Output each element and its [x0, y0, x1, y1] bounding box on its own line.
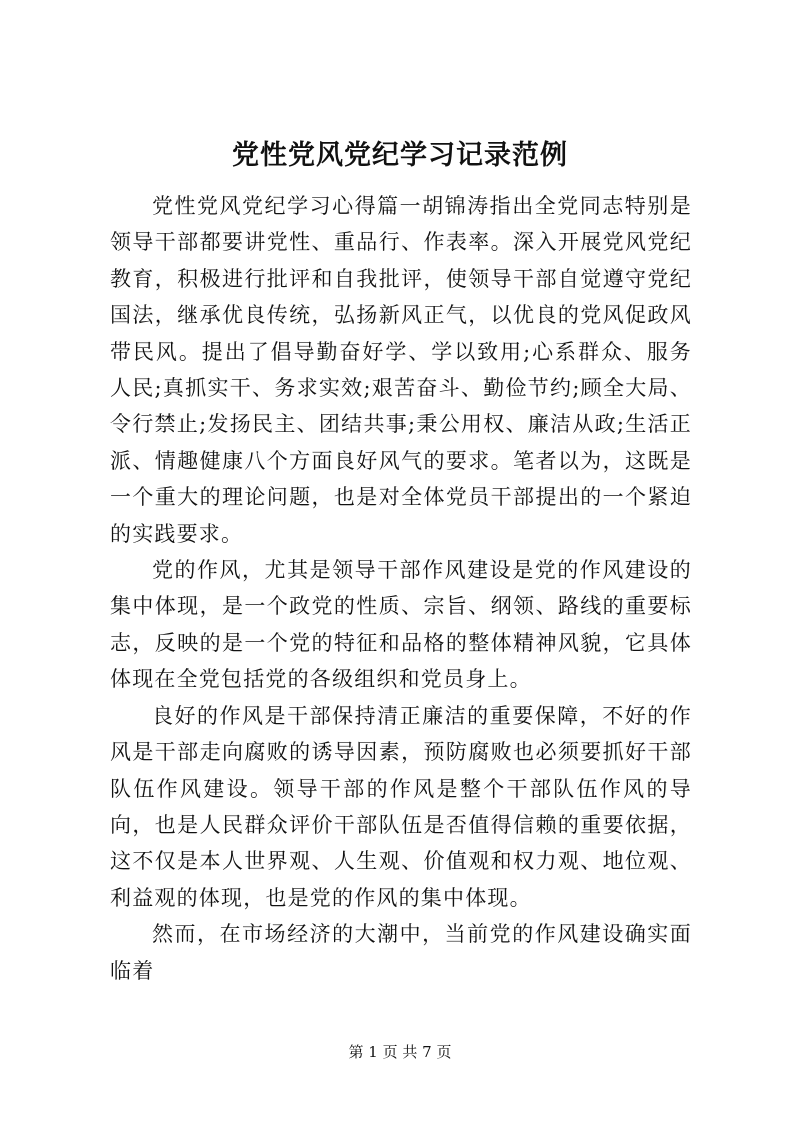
page-number-footer: 第 1 页 共 7 页: [348, 1043, 452, 1061]
paragraph: 然而，在市场经济的大潮中，当前党的作风建设确实面临着: [110, 922, 692, 983]
paragraph: 党性党风党纪学习心得篇一胡锦涛指出全党同志特别是领导干部都要讲党性、重品行、作表率。深入开展党风党纪教育，积极进行批评和自我批评，使领导干部自觉遵守党纪国法，继承优良传统，弘扬新风正气，以优良的党风促政风带民风。提出了倡导勤奋好学、学以致用;心系群众、服务人民;真抓实干、务求实效;艰苦奋斗、勤俭节约;顾全大局、令行禁止;发扬民主、团结共事;秉公用权、廉洁从政;生活正派、情趣健康八个方面良好风气的要求。笔者以为，这既是一个重大的理论问题，也是对全体党员干部提出的一个紧迫的实践要求。: [110, 194, 692, 546]
document-title: 党性党风党纪学习记录范例: [232, 140, 568, 171]
document-body: [110, 188, 692, 989]
paragraph: 良好的作风是干部保持清正廉洁的重要保障，不好的作风是干部走向腐败的诱导因素，预防腐败也必须要抓好干部队伍作风建设。领导干部的作风是整个干部队伍作风的导向，也是人民群众评价干部队伍是否值得信赖的重要依据，这不仅是本人世界观、人生观、价值观和权力观、地位观、利益观的体现，也是党的作风的集中体现。: [110, 703, 692, 910]
paragraph: 党的作风，尤其是领导干部作风建设是党的作风建设的集中体现，是一个政党的性质、宗旨、纲领、路线的重要标志，反映的是一个党的特征和品格的整体精神风貌，它具体体现在全党包括党的各级组织和党员身上。: [110, 558, 692, 692]
